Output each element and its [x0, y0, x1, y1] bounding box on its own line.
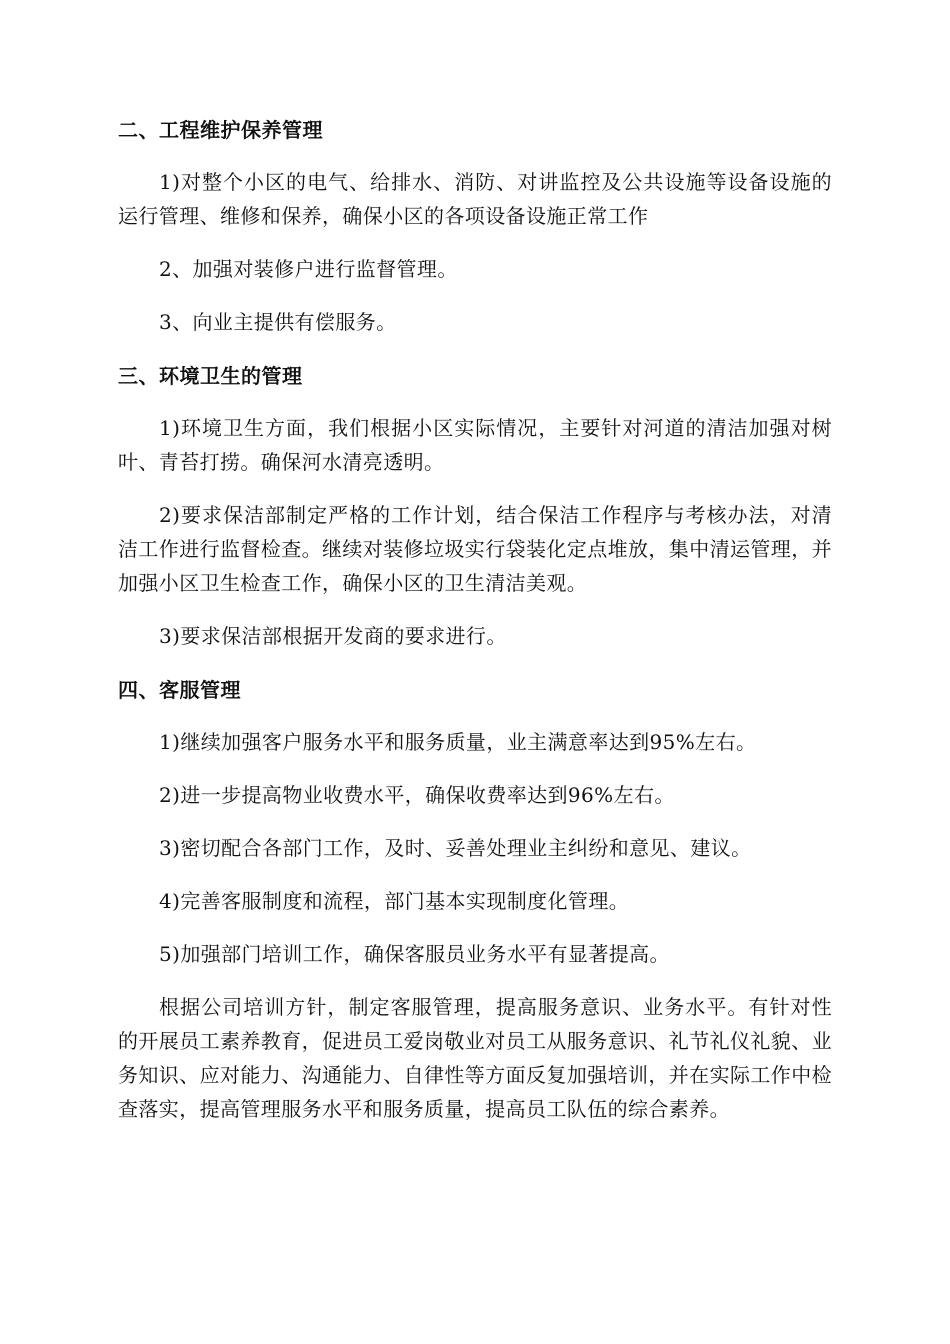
paragraph: 5)加强部门培训工作，确保客服员业务水平有显著提高。: [159, 942, 670, 966]
paragraph: 2)要求保洁部制定严格的工作计划，结合保洁工作程序与考核办法，对清洁工作进行监督检查。继续对装修垃圾实行袋装化定点堆放，集中清运管理，并加强小区卫生检查工作，确保小区的卫生清洁美观。: [118, 503, 832, 595]
paragraph: 4)完善客服制度和流程，部门基本实现制度化管理。: [159, 889, 630, 913]
paragraph: 1)继续加强客户服务水平和服务质量，业主满意率达到95%左右。: [159, 730, 757, 754]
paragraph: 1)对整个小区的电气、给排水、消防、对讲监控及公共设施等设备设施的运行管理、维修和保养，确保小区的各项设备设施正常工作: [118, 170, 832, 228]
paragraph: 1)环境卫生方面，我们根据小区实际情况，主要针对河道的清洁加强对树叶、青苔打捞。确保河水清亮透明。: [118, 416, 832, 474]
section-heading-sanitation: 三、环境卫生的管理: [118, 364, 303, 388]
paragraph: 3)要求保洁部根据开发商的要求进行。: [159, 624, 507, 648]
paragraph: 2)进一步提高物业收费水平，确保收费率达到96%左右。: [159, 783, 675, 807]
paragraph: 2、加强对装修户进行监督管理。: [159, 257, 458, 281]
section-heading-customer-service: 四、客服管理: [118, 678, 241, 702]
paragraph: 根据公司培训方针，制定客服管理，提高服务意识、业务水平。有针对性的开展员工素养教育，促进员工爱岗敬业对员工从服务意识、礼节礼仪礼貌、业务知识、应对能力、沟通能力、自律性等方面反复加强培训，并在实际工作中检查落实，提高管理服务水平和服务质量，提高员工队伍的综合素养。: [118, 995, 832, 1121]
paragraph: 3)密切配合各部门工作，及时、妥善处理业主纠纷和意见、建议。: [159, 836, 752, 860]
paragraph: 3、向业主提供有偿服务。: [159, 310, 397, 334]
section-heading-engineering: 二、工程维护保养管理: [118, 118, 323, 142]
